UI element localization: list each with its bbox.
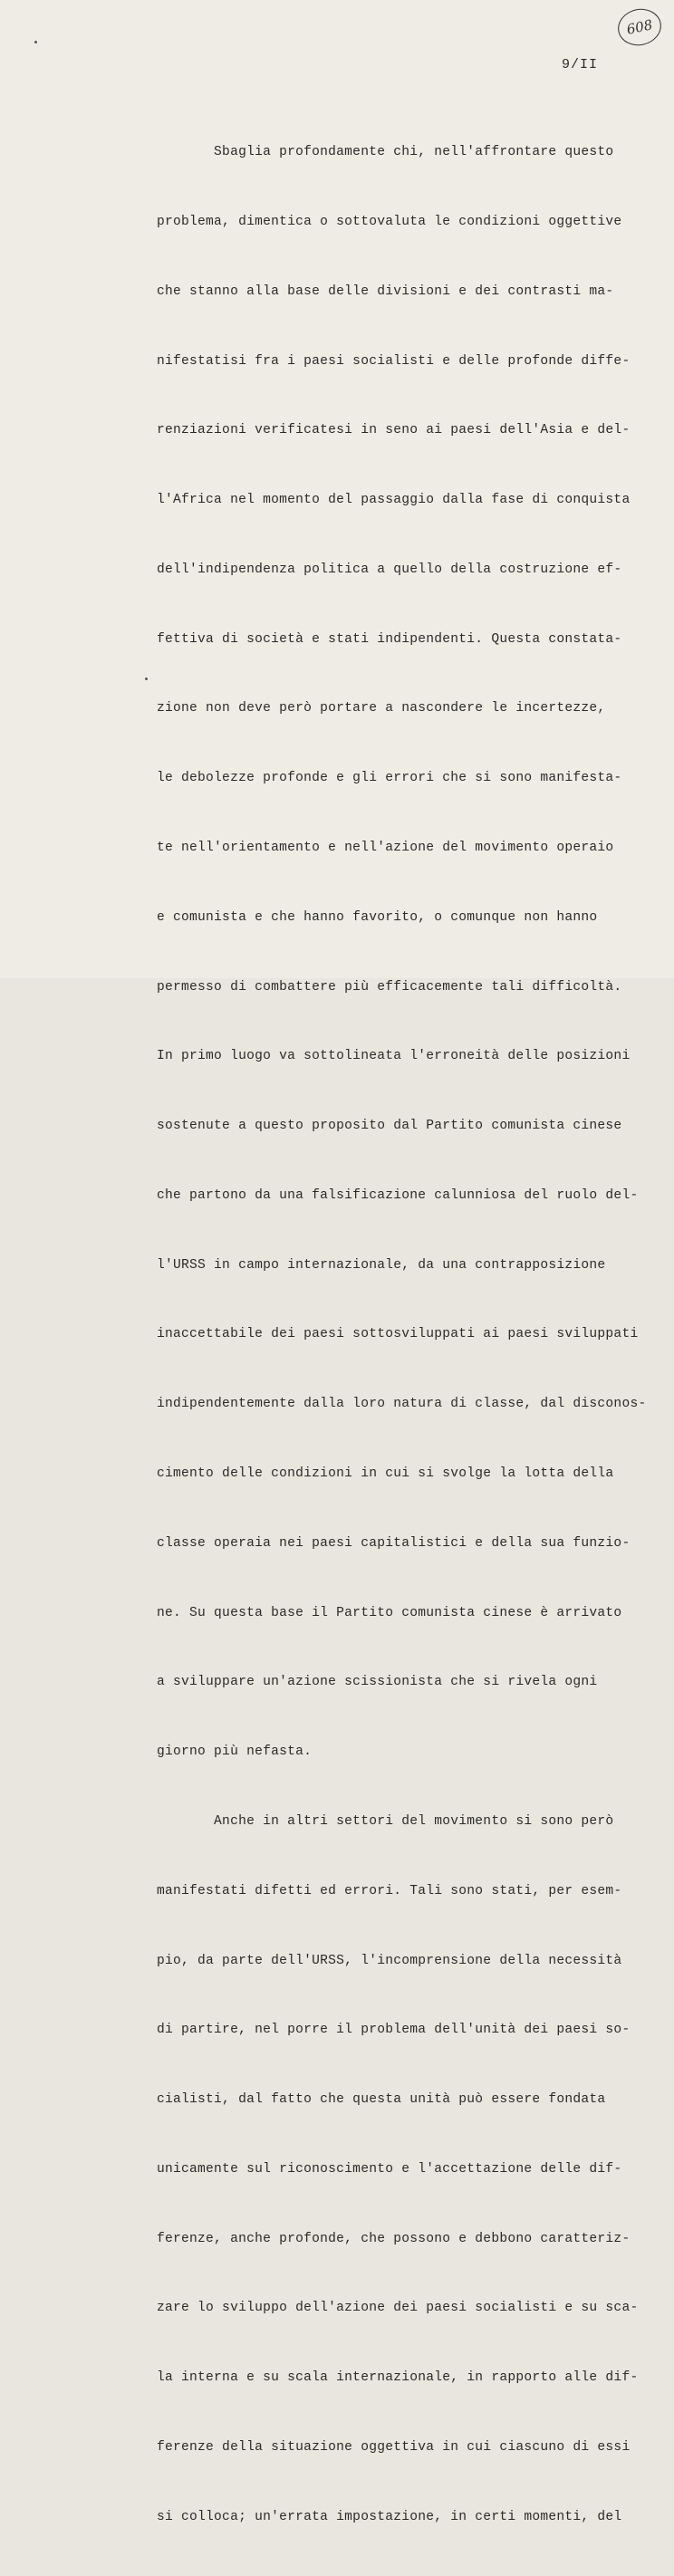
text-line: che partono da una falsificazione calunniosa del ruolo del-: [157, 1187, 639, 1203]
text-line: cialisti, dal fatto che questa unità può essere fondata: [157, 2092, 606, 2108]
text-line: pio, da parte dell'URSS, l'incomprensione della necessità: [157, 1953, 622, 1968]
text-line: te nell'orientamento e nell'azione del movimento operaio: [157, 841, 614, 855]
text-line: e comunista e che hanno favorito, o comunque non hanno: [157, 909, 598, 925]
text-line: Anche in altri settori del movimento si sono però: [157, 1813, 614, 1829]
text-line: inaccettabile dei paesi sottosviluppati ai paesi sviluppati: [157, 1327, 639, 1342]
text-line: la interna e su scala internazionale, in rapporto alle dif-: [157, 2370, 639, 2386]
text-line: che stanno alla base delle divisioni e dei contrasti ma-: [157, 284, 614, 299]
text-line: cimento delle condizioni in cui si svolge la lotta della: [157, 1466, 614, 1482]
text-line: zione non deve però portare a nascondere le incertezze,: [157, 701, 606, 716]
text-line: giorno più nefasta.: [157, 1745, 313, 1760]
text-line: l'Africa nel momento del passaggio dalla fase di conquista: [157, 493, 631, 508]
text-line: le debolezze profonde e gli errori che si sono manifesta-: [157, 771, 622, 786]
text-line: ferenze, anche profonde, che possono e debbono caratteriz-: [157, 2231, 631, 2246]
text-line: unicamente sul riconoscimento e l'accettazione delle dif-: [157, 2161, 622, 2177]
text-line: ferenze della situazione oggettiva in cui ciascuno di essi: [157, 2439, 631, 2455]
text-line: l'URSS in campo internazionale, da una contrapposizione: [157, 1257, 606, 1273]
text-line: si colloca; un'errata impostazione, in certi momenti, del: [157, 2509, 622, 2524]
text-line: indipendentemente dalla loro natura di classe, dal disconos-: [157, 1397, 647, 1412]
archive-stamp: 608: [614, 5, 664, 49]
text-line: ne. Su questa base il Partito comunista cinese è arrivato: [157, 1605, 622, 1620]
text-line: problema, dimentica o sottovaluta le condizioni oggettive: [157, 214, 622, 229]
text-line: di partire, nel porre il problema dell'unità dei paesi so-: [157, 2023, 631, 2038]
text-line: In primo luogo va sottolineata l'erroneità delle posizioni: [157, 1049, 631, 1064]
scan-speck: [34, 41, 37, 43]
text-line: a sviluppare un'azione scissionista che si rivela ogni: [157, 1675, 598, 1690]
text-line: Sbaglia profondamente chi, nell'affrontare questo: [157, 145, 614, 160]
text-line: sostenute a questo proposito dal Partito comunista cinese: [157, 1119, 622, 1134]
text-line: fettiva di società e stati indipendenti. Questa constata-: [157, 631, 622, 647]
page-number: 9/II: [562, 57, 599, 72]
text-line: renziazioni verificatesi in seno ai paesi dell'Asia e del-: [157, 423, 631, 438]
text-line: nifestatisi fra i paesi socialisti e delle profonde diffe-: [157, 353, 631, 369]
text-line: classe operaia nei paesi capitalistici e della sua funzio-: [157, 1535, 631, 1551]
text-line: permesso di combattere più efficacemente tali difficoltà.: [157, 979, 622, 995]
text-line: dell'indipendenza politica a quello della costruzione ef-: [157, 562, 622, 577]
text-line: manifestati difetti ed errori. Tali sono stati, per esem-: [157, 1883, 622, 1898]
text-line: zare lo sviluppo dell'azione dei paesi socialisti e su sca-: [157, 2301, 639, 2316]
scan-speck: [145, 678, 148, 680]
body-text: [157, 95, 646, 2576]
